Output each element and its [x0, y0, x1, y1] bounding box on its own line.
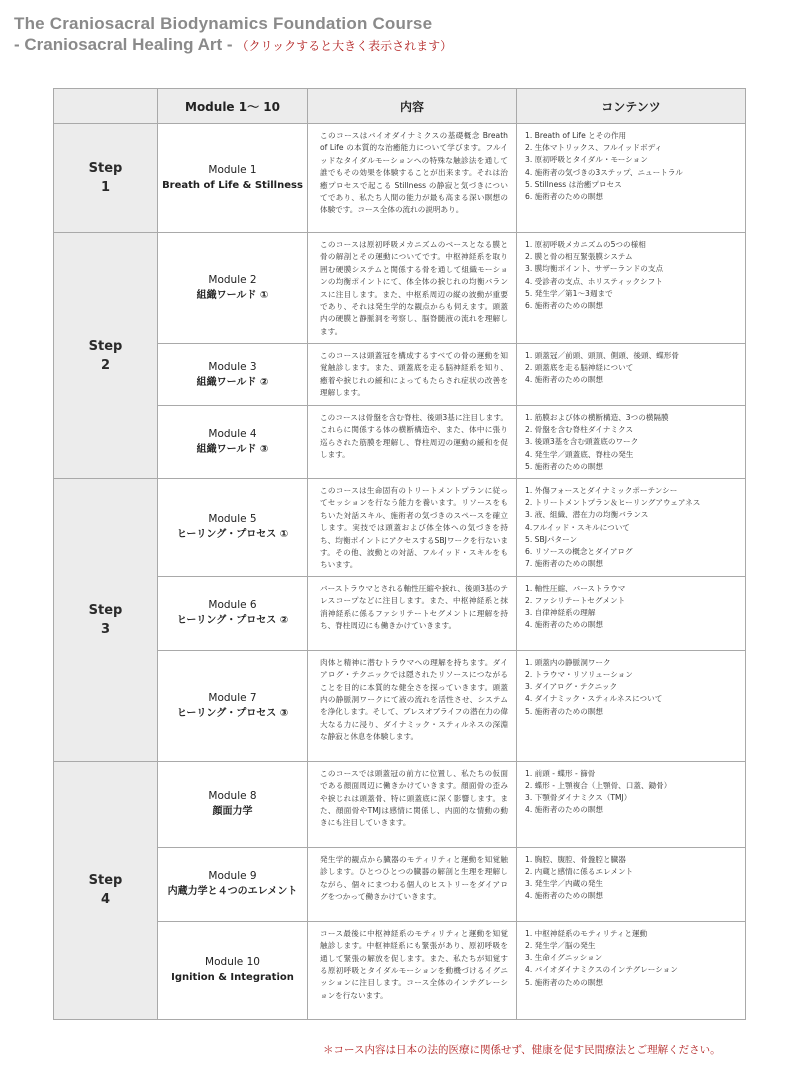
module-cell: Module 4 組織ワールド ③	[158, 406, 308, 479]
click-to-enlarge-note[interactable]: （クリックすると大きく表示されます）	[236, 39, 453, 53]
table-row	[54, 233, 746, 344]
course-subtitle: - Craniosacral Healing Art -	[14, 35, 233, 54]
contents-item: 3. 液、組織、潜在力の均衡バランス	[525, 510, 649, 520]
module-contents	[517, 233, 746, 344]
contents-item: 1. 頭蓋内の静脈洞ワーク	[525, 657, 611, 667]
contents-item: 5. 施術者のための瞑想	[525, 461, 604, 471]
table-header-row	[54, 89, 746, 124]
module-description: 肉体と精神に潜むトラウマへの理解を持ちます。ダイアログ・テクニックでは隠されたリソースにつながることを目的に本質的な健全さを探っていきます。頭蓋内の静脈洞ワークにて液の流れを活性させ、システムを浄化します。そして、ブレスオブライフの潜在力の偉大なる力に浸り、ダイナミック・スティルネスの深淵な静寂と休息を体験します。	[308, 650, 517, 761]
header-module: Module 1〜 10	[158, 89, 308, 124]
table-row	[54, 576, 746, 650]
contents-item: 5. Stillness は治癒プロセス	[525, 179, 622, 189]
contents-item: 1. 軸性圧縮、バーストラウマ	[525, 583, 626, 593]
contents-item: 2. 頭蓋底を走る脳神経について	[525, 363, 634, 373]
step-cell: Step 2	[54, 233, 158, 479]
contents-item: 1. 中枢神経系のモティリティと運動	[525, 928, 648, 938]
module-contents	[517, 406, 746, 479]
contents-item: 6. 施術者のための瞑想	[525, 301, 604, 311]
module-description: バーストラウマとされる軸性圧縮や捩れ、後頭3基のテレスコープなどに注目します。また、中枢神経系と抹消神経系に係るファシリテートセグメントに理解を持ち、脊柱周辺にも働きかけていきます。	[308, 576, 517, 650]
module-cell: Module 8 顔面力学	[158, 761, 308, 847]
contents-item: 1. 胸腔、腹腔、骨盤腔と臓器	[525, 854, 626, 864]
table-row	[54, 761, 746, 847]
table-row	[54, 847, 746, 921]
contents-item: 2. 蝶形 - 上顎複合（上顎骨、口蓋、鋤骨）	[525, 781, 672, 791]
footer-disclaimer: ＊コース内容は日本の法的医療に関係せず、健康を促す民間療法とご理解ください。	[323, 1044, 721, 1056]
module-cell: Module 6 ヒーリング・プロセス ②	[158, 576, 308, 650]
contents-item: 2. トラウマ・リソリューション	[525, 670, 633, 680]
module-description: このコースは生命固有のトリートメントプランに従ってセッションを行なう能力を養います。リソースをもちいた対話スキル、施術者の気づきのスペースを確立します。実技では頭蓋および体全体への気づきを持ち、均衡ポイントにアクセスするSBJワークを行ないます。その他、波動との対話、フルイッド・スキルをもちいます。	[308, 479, 517, 577]
step-cell: Step 1	[54, 124, 158, 233]
module-contents	[517, 479, 746, 577]
contents-item: 5. SBJパターン	[525, 534, 578, 544]
module-cell: Module 10 Ignition & Integration	[158, 921, 308, 1019]
course-table	[53, 88, 746, 1020]
contents-item: 4. 受診者の支点、ホリスティックシフト	[525, 276, 663, 286]
contents-item: 4. バイオダイナミクスのインテグレーション	[525, 965, 678, 975]
table-row	[54, 344, 746, 406]
contents-item: 7. 施術者のための瞑想	[525, 559, 604, 569]
page-header	[14, 14, 452, 57]
module-cell: Module 5 ヒーリング・プロセス ①	[158, 479, 308, 577]
contents-item: 3. ダイアログ・テクニック	[525, 682, 618, 692]
contents-item: 2. トリートメントプラン＆ヒーリングアウェアネス	[525, 498, 701, 508]
contents-item: 3. 発生学／内蔵の発生	[525, 879, 604, 889]
course-title: The Craniosacral Biodynamics Foundation Course	[14, 14, 433, 33]
contents-item: 4. 施術者のための瞑想	[525, 891, 604, 901]
module-contents	[517, 344, 746, 406]
contents-item: 1. Breath of Life とその作用	[525, 131, 627, 140]
contents-item: 1. 前頭 - 蝶形 - 篩骨	[525, 768, 596, 778]
module-contents	[517, 650, 746, 761]
table-row	[54, 479, 746, 577]
module-contents	[517, 124, 746, 233]
contents-item: 2. 内蔵と感情に係るエレメント	[525, 867, 634, 877]
contents-item: 4. ダイナミック・スティルネスについて	[525, 694, 663, 704]
table-row	[54, 650, 746, 761]
contents-item: 4. 施術者のための瞑想	[525, 805, 604, 815]
contents-item: 2. 発生学／脳の発生	[525, 941, 596, 951]
header-step	[54, 89, 158, 124]
table-row	[54, 921, 746, 1019]
module-description: このコースは原初呼吸メカニズムのベースとなる膜と骨の解剖とその運動についてです。中枢神経系を取り囲む硬膜システムと関係する骨を通して組織モーションの均衡ポイントにて、体全体の捩じれの均衡バランスに注目します。また、中枢系周辺の縦の波動が重要であり、それは発生学的な観点からも伺えます。頭蓋内の硬膜と静脈洞を考察し、脳脊髄液の流れを理解します。	[308, 233, 517, 344]
contents-item: 5. 施術者のための瞑想	[525, 977, 604, 987]
table-row	[54, 406, 746, 479]
contents-item: 2. 膜と骨の相互緊張膜システム	[525, 252, 633, 262]
module-description: このコースは骨盤を含む脊柱、後頭3基に注目します。これらに関係する体の横断構造や、また、体中に張り巡らされた筋膜を理解し、脊柱周辺の運動の緩和を促します。	[308, 406, 517, 479]
contents-item: 2. 骨盤を含む脊柱ダイナミクス	[525, 425, 634, 435]
module-description: このコースは頭蓋冠を構成するすべての骨の運動を知覚触診します。また、頭蓋底を走る脳神経系を知り、癒着や捩じれの緩和によってもたらされ症状の改善を理解します。	[308, 344, 517, 406]
module-contents	[517, 761, 746, 847]
contents-item: 1. 頭蓋冠／前頭、頭頂、側頭、後頭、蝶形骨	[525, 351, 679, 360]
contents-item: 5. 発生学／第1〜3週まで	[525, 288, 613, 298]
contents-item: 3. 後頭3基を含む頭蓋底のワーク	[525, 437, 639, 447]
module-description: このコースはバイオダイナミクスの基礎概念 Breath of Life の本質的な治癒能力について学びます。フルイッドなタイダルモーションへの特殊な触診法を通して誰でもその効果を体験することが出来ます。それは治癒プロセスで起こる Stillness の静寂と気づきについてであり、私たち人間の能力が最も高まる深い瞑想の体験です。コース全体の流れの説明あり。	[308, 124, 517, 233]
contents-item: 3. 下顎骨ダイナミクス（TMJ）	[525, 793, 632, 803]
contents-item: 2. 生体マトリックス、フルイッドボディ	[525, 143, 663, 153]
step-cell: Step 3	[54, 479, 158, 762]
step-cell: Step 4	[54, 761, 158, 1019]
module-cell: Module 1 Breath of Life & Stillness	[158, 124, 308, 233]
contents-item: 1. 原初呼吸メカニズムの5つの様相	[525, 240, 646, 249]
contents-item: 4. 施術者の気づきの3ステップ、ニュートラル	[525, 167, 683, 177]
contents-item: 4. 施術者のための瞑想	[525, 620, 604, 630]
contents-item: 3. 自律神経系の理解	[525, 608, 596, 618]
contents-item: 5. 施術者のための瞑想	[525, 706, 604, 716]
contents-item: 4.フルイッド・スキルについて	[525, 522, 630, 532]
module-cell: Module 9 内蔵力学と４つのエレメント	[158, 847, 308, 921]
header-description: 内容	[308, 89, 517, 124]
module-contents	[517, 921, 746, 1019]
module-cell: Module 3 組織ワールド ②	[158, 344, 308, 406]
module-contents	[517, 576, 746, 650]
contents-item: 2. ファシリテートセグメント	[525, 596, 626, 606]
header-contents: コンテンツ	[517, 89, 746, 124]
course-subtitle-line	[14, 34, 452, 57]
contents-item: 3. 生命イグニッション	[525, 953, 603, 963]
contents-item: 4. 施術者のための瞑想	[525, 375, 604, 385]
module-contents	[517, 847, 746, 921]
contents-item: 6. 施術者のための瞑想	[525, 192, 604, 202]
contents-item: 3. 膜均衡ポイント、サザーランドの支点	[525, 264, 664, 274]
module-description: このコースでは頭蓋冠の前方に位置し、私たちの仮面である顔面周辺に働きかけていきます。顔面骨の歪みや捩じれは頭蓋骨、特に頭蓋底に深く影響します。また、顔面骨やTMJは感情に関係し、内面的な情動の動きにも注目していきます。	[308, 761, 517, 847]
contents-item: 1. 筋膜および体の横断構造、3つの横隔膜	[525, 413, 669, 422]
module-description: コース最後に中枢神経系のモティリティと運動を知覚触診します。中枢神経系にも緊張があり、原初呼吸を通して緊張の解放を促します。また、私たちが知覚する原初呼吸とタイダルモーションを動機づけるイグニッションに注目します。コース全体のインテグレーションを行ないます。	[308, 921, 517, 1019]
contents-item: 4. 発生学／頭蓋底、脊柱の発生	[525, 449, 634, 459]
contents-item: 3. 原初呼吸とタイダル・モーション	[525, 155, 648, 165]
module-cell: Module 2 組織ワールド ①	[158, 233, 308, 344]
table-row	[54, 124, 746, 233]
contents-item: 6. リソースの概念とダイアログ	[525, 547, 633, 557]
module-cell: Module 7 ヒーリング・プロセス ③	[158, 650, 308, 761]
contents-item: 1. 外傷フォースとダイナミックポーテンシー	[525, 486, 678, 495]
module-description: 発生学的観点から臓器のモティリティと運動を知覚触診します。ひとつひとつの臓器の解剖と生理を理解しながら、個々にまつわる個人のヒストリーをダイアログをつかって働きかけていきます。	[308, 847, 517, 921]
